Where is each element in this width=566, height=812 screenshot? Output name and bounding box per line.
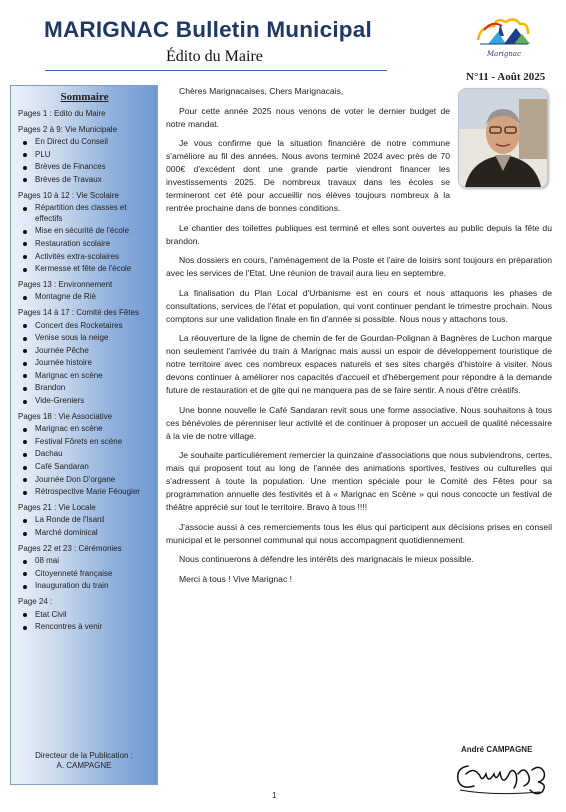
toc-section [18,109,151,120]
editorial-paragraph: Une bonne nouvelle le Café Sandaran revit sous une forme associative. Nous souhaitons à tous ces bénévoles de pérenniser leur activité et de continuer à proposer un accueil de qualité nécessaire à la vie de notre village. [166,404,552,441]
toc-item: Rétrospective Marie Féougier [18,487,151,498]
toc-item: Café Sandaran [18,462,151,473]
publication-director [11,751,157,771]
toc-item: Inauguration du train [18,581,151,592]
toc-sections [18,109,151,633]
toc-item: Marignac en scène [18,371,151,382]
editorial-paragraph: Je vous confirme que la situation financière de notre commune s'améliore au fil des années. Nous avons terminé 2024 avec près de 70 000€ d'excédent dont une grande partie viendront financer les investissements 2025. De nombreux travaux dans les écoles se termineront cet été pour accueillir nos élèves toujours nombreux à la rentrée prochaine dans de bonnes conditions. [166,138,450,213]
toc-item-list [18,203,151,275]
toc-item: Journée Don D'organe [18,475,151,486]
toc-item: Marignac en scène [18,424,151,435]
toc-section-heading: Pages 14 à 17 : Comité des Fêtes [18,307,139,317]
toc-item: PLU [18,150,151,161]
toc-item-list [18,515,151,538]
issue-number: N°11 - Août 2025 [466,71,546,83]
toc-section-heading: Pages 13 : Environnement [18,279,113,289]
toc-item: Journée histoire [18,358,151,369]
toc-item-list [18,556,151,592]
toc-section-heading: Pages 10 à 12 : Vie Scolaire [18,190,119,200]
toc-title: Sommaire [60,91,109,103]
editorial-paragraph: La finalisation du Plan Local d'Urbanisme est en cours et nous attaquons les phases de consultations, services de l'état et population, qui vont continuer pendant le trimestre prochain. Nous comptons sur une validation finale en fin d'année si possible. Nous nous y attachons tous. [166,287,552,324]
editorial-paragraph: Le chantier des toilettes publiques est terminé et elles sont ouvertes au public depuis la fête du brandon. [166,222,552,246]
toc-section [18,125,151,186]
toc-item: La Ronde de l'Isard [18,515,151,526]
salutation: Chères Marignacaises, Chers Marignacais, [179,86,344,96]
toc-section-heading: Pages 1 : Edito du Maire [18,109,106,118]
toc-item: Brèves de Travaux [18,175,151,186]
toc-item: En Direct du Conseil [18,137,151,148]
editorial-paragraph: La réouverture de la ligne de chemin de fer de Gourdan-Polignan à Bagnères de Luchon marque non seulement l'arrivée du train à Marignac mais aussi un espoir de développement touristique de notre territoire avec ces nombreux espaces naturels et ses sites chargés d'histoire à visiter. Nous devons continuer à améliorer nos capacités d'accueil et d'hébergement pour répondre à la demande future de restauration et de gite qui ne manquera pas de se faire sentir. A nous d'être créatifs. [166,333,552,395]
toc-section-heading: Pages 2 à 9: Vie Municipale [18,124,118,134]
toc-item-list [18,424,151,498]
toc-section-heading: Page 24 : [18,596,53,606]
toc-item: Montagne de Riè [18,292,151,303]
toc-item-list [18,321,151,407]
toc-item: Venise sous la neige [18,333,151,344]
director-label: Directeur de la Publication : [35,751,133,760]
toc-item: Dachau [18,449,151,460]
table-of-contents [10,85,158,785]
toc-item: Concert des Rocketaires [18,321,151,332]
toc-item: Etat Civil [18,610,151,621]
toc-item-list [18,610,151,633]
toc-section [18,597,151,633]
signer-name: André CAMPAGNE [461,745,533,754]
toc-item-list [18,137,151,185]
toc-item: Restauration scolaire [18,239,151,250]
toc-item: Festival Fôrets en scène [18,437,151,448]
toc-section-heading: Pages 18 : Vie Associative [18,411,113,421]
bulletin-title: MARIGNAC Bulletin Municipal [44,17,372,42]
toc-item: Rencontres à venir [18,622,151,633]
title-divider [45,70,387,71]
toc-section [18,191,151,275]
toc-item: Vide-Greniers [18,396,151,407]
toc-section [18,308,151,407]
toc-item: Activités extra-scolaires [18,252,151,263]
editorial-paragraphs [166,105,552,586]
toc-item: Répartition des classes et effectifs [18,203,151,224]
toc-item: Brèves de Finances [18,162,151,173]
mayor-signature [452,752,550,796]
svg-text:Marignac: Marignac [486,50,522,58]
toc-item: Mise en sécurité de l'école [18,226,151,237]
toc-section [18,412,151,498]
toc-item: 08 mai [18,556,151,567]
toc-section [18,503,151,539]
toc-section-heading: Pages 21 : Vie Locale [18,502,96,512]
toc-item: Journée Pêche [18,346,151,357]
toc-item: Citoyenneté française [18,569,151,580]
page-number: 1 [272,791,277,800]
editorial-paragraph: Je souhaite particulièrement remercier la quinzaine d'associations que nous subviendrons, certes, mais qui proposent tout au long de l'année des animations sportives, festives ou culturelles qui s'adressent à toute la population. Une mention spéciale pour le Comité des Fêtes pour sa programmation annuelle des festivités et à « Marignac en Scène » qui nous concocte un festival de théâtre apprécié sur tout le territoire. Bravo à tous !!!! [166,450,552,512]
toc-item: Brandon [18,383,151,394]
toc-section [18,280,151,303]
marignac-logo [470,14,538,64]
editorial-paragraph: J'associe aussi à ces remerciements tous les élus qui participent aux décisions prises en conseil municipal et le personnel communal qui nous accompagnent quotidiennement. [166,521,552,545]
toc-section-heading: Pages 22 et 23 : Cérémonies [18,543,122,553]
toc-item-list [18,292,151,303]
toc-section [18,544,151,592]
editorial-paragraph: Merci à tous ! Vive Marignac ! [179,573,293,584]
edito-subtitle: Édito du Maire [166,48,263,65]
editorial-paragraph: Nos dossiers en cours, l'aménagement de la Poste et l'aire de loisirs sont toujours en préparation avec les services de l'Etat. Une réunion de travail aura lieu en septembre. [166,255,552,278]
editorial-paragraph: Pour cette année 2025 nous venons de voter le dernier budget de notre mandat. [166,105,450,129]
editorial-paragraph: Nous continuerons à défendre les intérêts des marignacais le mieux possible. [179,554,474,564]
toc-item: Kermesse et fête de l'école [18,264,151,275]
editorial-article [166,85,552,592]
toc-item: Marché dominical [18,528,151,539]
director-name: A. CAMPAGNE [56,761,112,770]
